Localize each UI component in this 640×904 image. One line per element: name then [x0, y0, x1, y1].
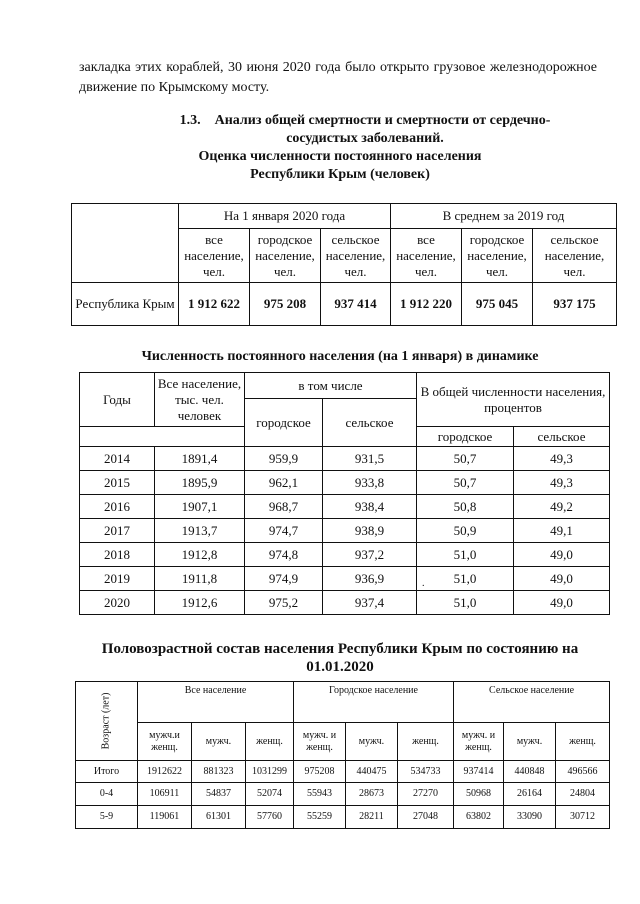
value-cell: 49,0	[514, 567, 610, 591]
value-cell: 1031299	[246, 761, 294, 783]
table1-cell: 975 045	[462, 283, 533, 326]
all-population-header: Все население	[138, 682, 294, 723]
value-cell: 26164	[504, 783, 556, 806]
value-cell: 119061	[138, 806, 192, 829]
value-cell: 974,7	[245, 519, 323, 543]
dynamics-header-spacer	[80, 427, 245, 447]
value-cell: 534733	[398, 761, 454, 783]
year-cell: 2018	[80, 543, 155, 567]
value-cell: 440848	[504, 761, 556, 783]
value-cell: 937,2	[323, 543, 417, 567]
age-group-cell: 0-4	[76, 783, 138, 806]
value-cell: 937414	[454, 761, 504, 783]
sub-header-cell: мужч. и женщ.	[454, 723, 504, 761]
value-cell: 49,2	[514, 495, 610, 519]
dynamics-header-years: Годы	[80, 373, 155, 427]
value-cell: 496566	[556, 761, 610, 783]
population-dynamics-table	[79, 372, 610, 615]
table1-col-header: сельское население, чел.	[321, 229, 391, 283]
age-header	[76, 682, 138, 761]
sub-header-cell: женщ.	[398, 723, 454, 761]
dynamics-table-title: Численность постоянного населения (на 1 января) в динамике	[141, 349, 539, 364]
table-row	[80, 519, 610, 543]
value-cell: 52074	[246, 783, 294, 806]
value-cell: 1912,6	[155, 591, 245, 615]
value-cell: 27048	[398, 806, 454, 829]
population-subheading-line2: Республики Крым (человек)	[250, 167, 430, 182]
value-cell: 30712	[556, 806, 610, 829]
value-cell: 1912622	[138, 761, 192, 783]
table1-cell: 975 208	[250, 283, 321, 326]
value-cell: 1912,8	[155, 543, 245, 567]
value-cell: 1907,1	[155, 495, 245, 519]
year-cell: 2015	[80, 471, 155, 495]
value-cell: 55943	[294, 783, 346, 806]
age-group-cell: Итого	[76, 761, 138, 783]
table1-corner-cell	[72, 204, 179, 283]
value-cell: 49,0	[514, 591, 610, 615]
table-row	[80, 543, 610, 567]
sub-header-cell: мужч.	[192, 723, 246, 761]
value-cell: 63802	[454, 806, 504, 829]
value-cell: 938,9	[323, 519, 417, 543]
value-cell: 50,7	[417, 447, 514, 471]
urban-population-header: Городское население	[294, 682, 454, 723]
value-cell: 106911	[138, 783, 192, 806]
value-cell: 1911,8	[155, 567, 245, 591]
table-row	[80, 495, 610, 519]
value-cell: 49,3	[514, 447, 610, 471]
value-cell: 27270	[398, 783, 454, 806]
year-cell: 2017	[80, 519, 155, 543]
value-cell: 50,9	[417, 519, 514, 543]
value-cell: 936,9	[323, 567, 417, 591]
dynamics-header-urban: городское	[245, 399, 323, 447]
table-row	[80, 471, 610, 495]
table1-row-label: Республика Крым	[72, 283, 179, 326]
value-cell: 24804	[556, 783, 610, 806]
dynamics-header-all: Все население, тыс. чел. человек	[155, 373, 245, 427]
value-cell: 54837	[192, 783, 246, 806]
dynamics-header-share: В общей численности населения, процентов	[417, 373, 610, 427]
section-heading-line2: сосудистых заболеваний.	[286, 131, 444, 146]
value-cell: 1913,7	[155, 519, 245, 543]
year-cell: 2014	[80, 447, 155, 471]
value-cell: 938,4	[323, 495, 417, 519]
dynamics-header-share-urban: городское	[417, 427, 514, 447]
value-cell: 440475	[346, 761, 398, 783]
value-cell: 975208	[294, 761, 346, 783]
value-cell: 51,0	[417, 567, 514, 591]
dynamics-header-including: в том числе	[245, 373, 417, 399]
value-cell: 51,0	[417, 543, 514, 567]
value-cell: 50,7	[417, 471, 514, 495]
value-cell: 937,4	[323, 591, 417, 615]
table-row	[76, 761, 610, 783]
scan-mark: .	[422, 578, 425, 589]
table-row	[80, 447, 610, 471]
table1-cell: 937 175	[533, 283, 617, 326]
sub-header-cell: мужч.	[346, 723, 398, 761]
age-group-cell: 5-9	[76, 806, 138, 829]
sub-header-cell: женщ.	[556, 723, 610, 761]
value-cell: 962,1	[245, 471, 323, 495]
table1-group-header: На 1 января 2020 года	[179, 204, 391, 229]
table1-cell: 1 912 622	[179, 283, 250, 326]
dynamics-header-rural: сельское	[323, 399, 417, 447]
value-cell: 28673	[346, 783, 398, 806]
sub-header-cell: мужч.	[504, 723, 556, 761]
sub-header-cell: мужч.и женщ.	[138, 723, 192, 761]
value-cell: 50968	[454, 783, 504, 806]
value-cell: 968,7	[245, 495, 323, 519]
age-sex-table-title-line1: Половозрастной состав населения Республики Крым по состоянию на	[101, 641, 579, 657]
table1-col-header: все население, чел.	[391, 229, 462, 283]
table-row	[76, 783, 610, 806]
intro-paragraph: закладка этих кораблей, 30 июня 2020 года было открыто грузовое железнодорожное движение по Крымскому мосту.	[79, 60, 597, 95]
table1-col-header: городское население, чел.	[462, 229, 533, 283]
rural-population-header: Сельское население	[454, 682, 610, 723]
year-cell: 2016	[80, 495, 155, 519]
table1-cell: 937 414	[321, 283, 391, 326]
section-heading-line1: 1.3. Анализ общей смертности и смертности от сердечно-	[179, 113, 551, 128]
population-estimate-table	[71, 203, 617, 326]
value-cell: 49,3	[514, 471, 610, 495]
table1-col-header: сельское население, чел.	[533, 229, 617, 283]
table-row	[80, 591, 610, 615]
dynamics-header-share-rural: сельское	[514, 427, 610, 447]
year-cell: 2020	[80, 591, 155, 615]
value-cell: 33090	[504, 806, 556, 829]
value-cell: 1891,4	[155, 447, 245, 471]
value-cell: 57760	[246, 806, 294, 829]
value-cell: 55259	[294, 806, 346, 829]
value-cell: 974,9	[245, 567, 323, 591]
table-row	[76, 806, 610, 829]
value-cell: 1895,9	[155, 471, 245, 495]
age-header-label: Возраст (лет)	[100, 692, 112, 750]
sub-header-cell: женщ.	[246, 723, 294, 761]
table1-group-header: В среднем за 2019 год	[391, 204, 617, 229]
table1-cell: 1 912 220	[391, 283, 462, 326]
value-cell: 51,0	[417, 591, 514, 615]
table1-col-header: городское население, чел.	[250, 229, 321, 283]
age-sex-table-title-line2: 01.01.2020	[306, 659, 374, 675]
value-cell: 959,9	[245, 447, 323, 471]
table-row	[80, 567, 610, 591]
value-cell: 49,0	[514, 543, 610, 567]
value-cell: 50,8	[417, 495, 514, 519]
value-cell: 974,8	[245, 543, 323, 567]
value-cell: 933,8	[323, 471, 417, 495]
value-cell: 931,5	[323, 447, 417, 471]
population-subheading-line1: Оценка численности постоянного населения	[198, 149, 482, 164]
table1-col-header: все население, чел.	[179, 229, 250, 283]
value-cell: 975,2	[245, 591, 323, 615]
year-cell: 2019	[80, 567, 155, 591]
value-cell: 28211	[346, 806, 398, 829]
age-sex-table	[75, 681, 610, 829]
value-cell: 881323	[192, 761, 246, 783]
value-cell: 61301	[192, 806, 246, 829]
sub-header-cell: мужч. и женщ.	[294, 723, 346, 761]
value-cell: 49,1	[514, 519, 610, 543]
